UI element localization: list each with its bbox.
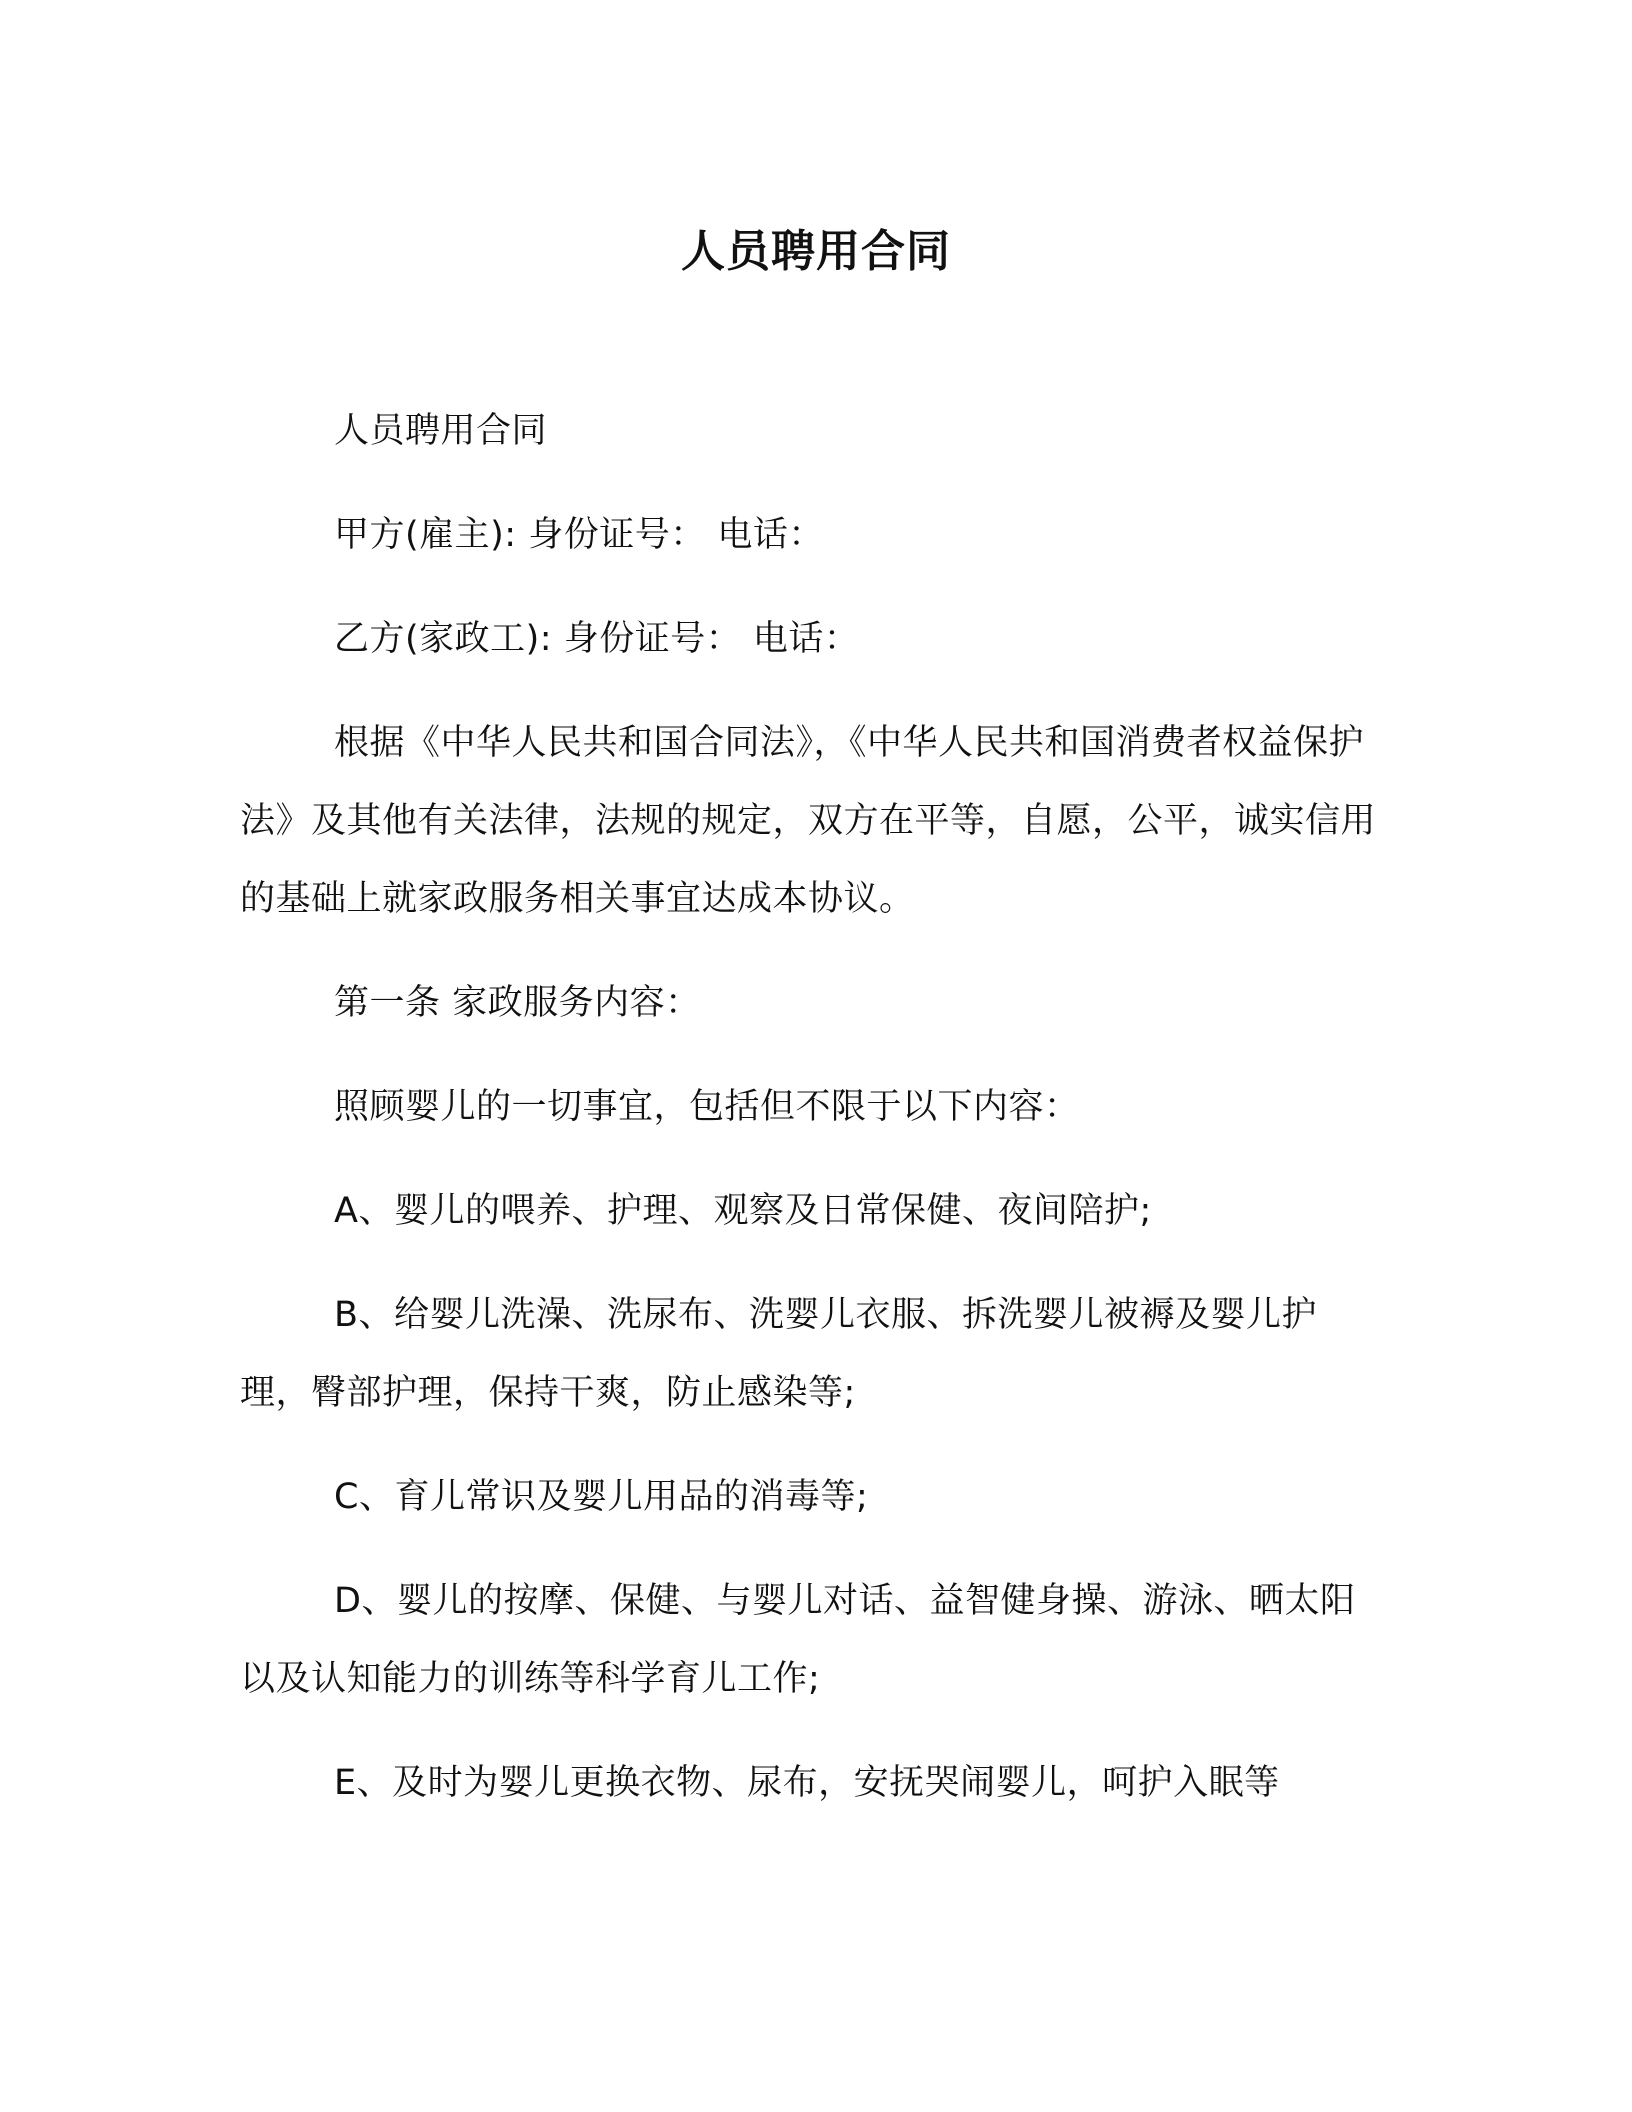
paragraph-legal-basis: 根据《中华人民共和国合同法》，《中华人民共和国消费者权益保护法》及其他有关法律，法规的规定，双方在平等，自愿，公平，诚实信用的基础上就家政服务相关事宜达成本协议。: [240, 723, 1377, 919]
paragraph-item-e: E、及时为婴儿更换衣物、尿布，安抚哭闹婴儿，呵护入眠等: [334, 1763, 1280, 1803]
paragraph-party-a: 甲方(雇主): 身份证号： 电话：: [334, 515, 824, 555]
paragraph-article-one: 第一条 家政服务内容：: [334, 983, 701, 1023]
paragraph-item-c: C、育儿常识及婴儿用品的消毒等;: [334, 1477, 869, 1517]
paragraph-party-b: 乙方(家政工): 身份证号： 电话：: [334, 619, 860, 659]
document-body: [240, 392, 1380, 1848]
paragraph-item-a: A、婴儿的喂养、护理、观察及日常保健、夜间陪护;: [334, 1191, 1152, 1231]
paragraph-item-d: D、婴儿的按摩、保健、与婴儿对话、益智健身操、游泳、晒太阳以及认知能力的训练等科学育儿工作;: [240, 1581, 1356, 1699]
paragraph-item-b: B、给婴儿洗澡、洗尿布、洗婴儿衣服、拆洗婴儿被褥及婴儿护理，臀部护理，保持干爽，防止感染等;: [240, 1295, 1318, 1413]
paragraph-care-intro: 照顾婴儿的一切事宜，包括但不限于以下内容：: [334, 1087, 1080, 1127]
paragraph-subtitle: 人员聘用合同: [334, 411, 548, 451]
document-title: 人员聘用合同: [681, 226, 951, 277]
